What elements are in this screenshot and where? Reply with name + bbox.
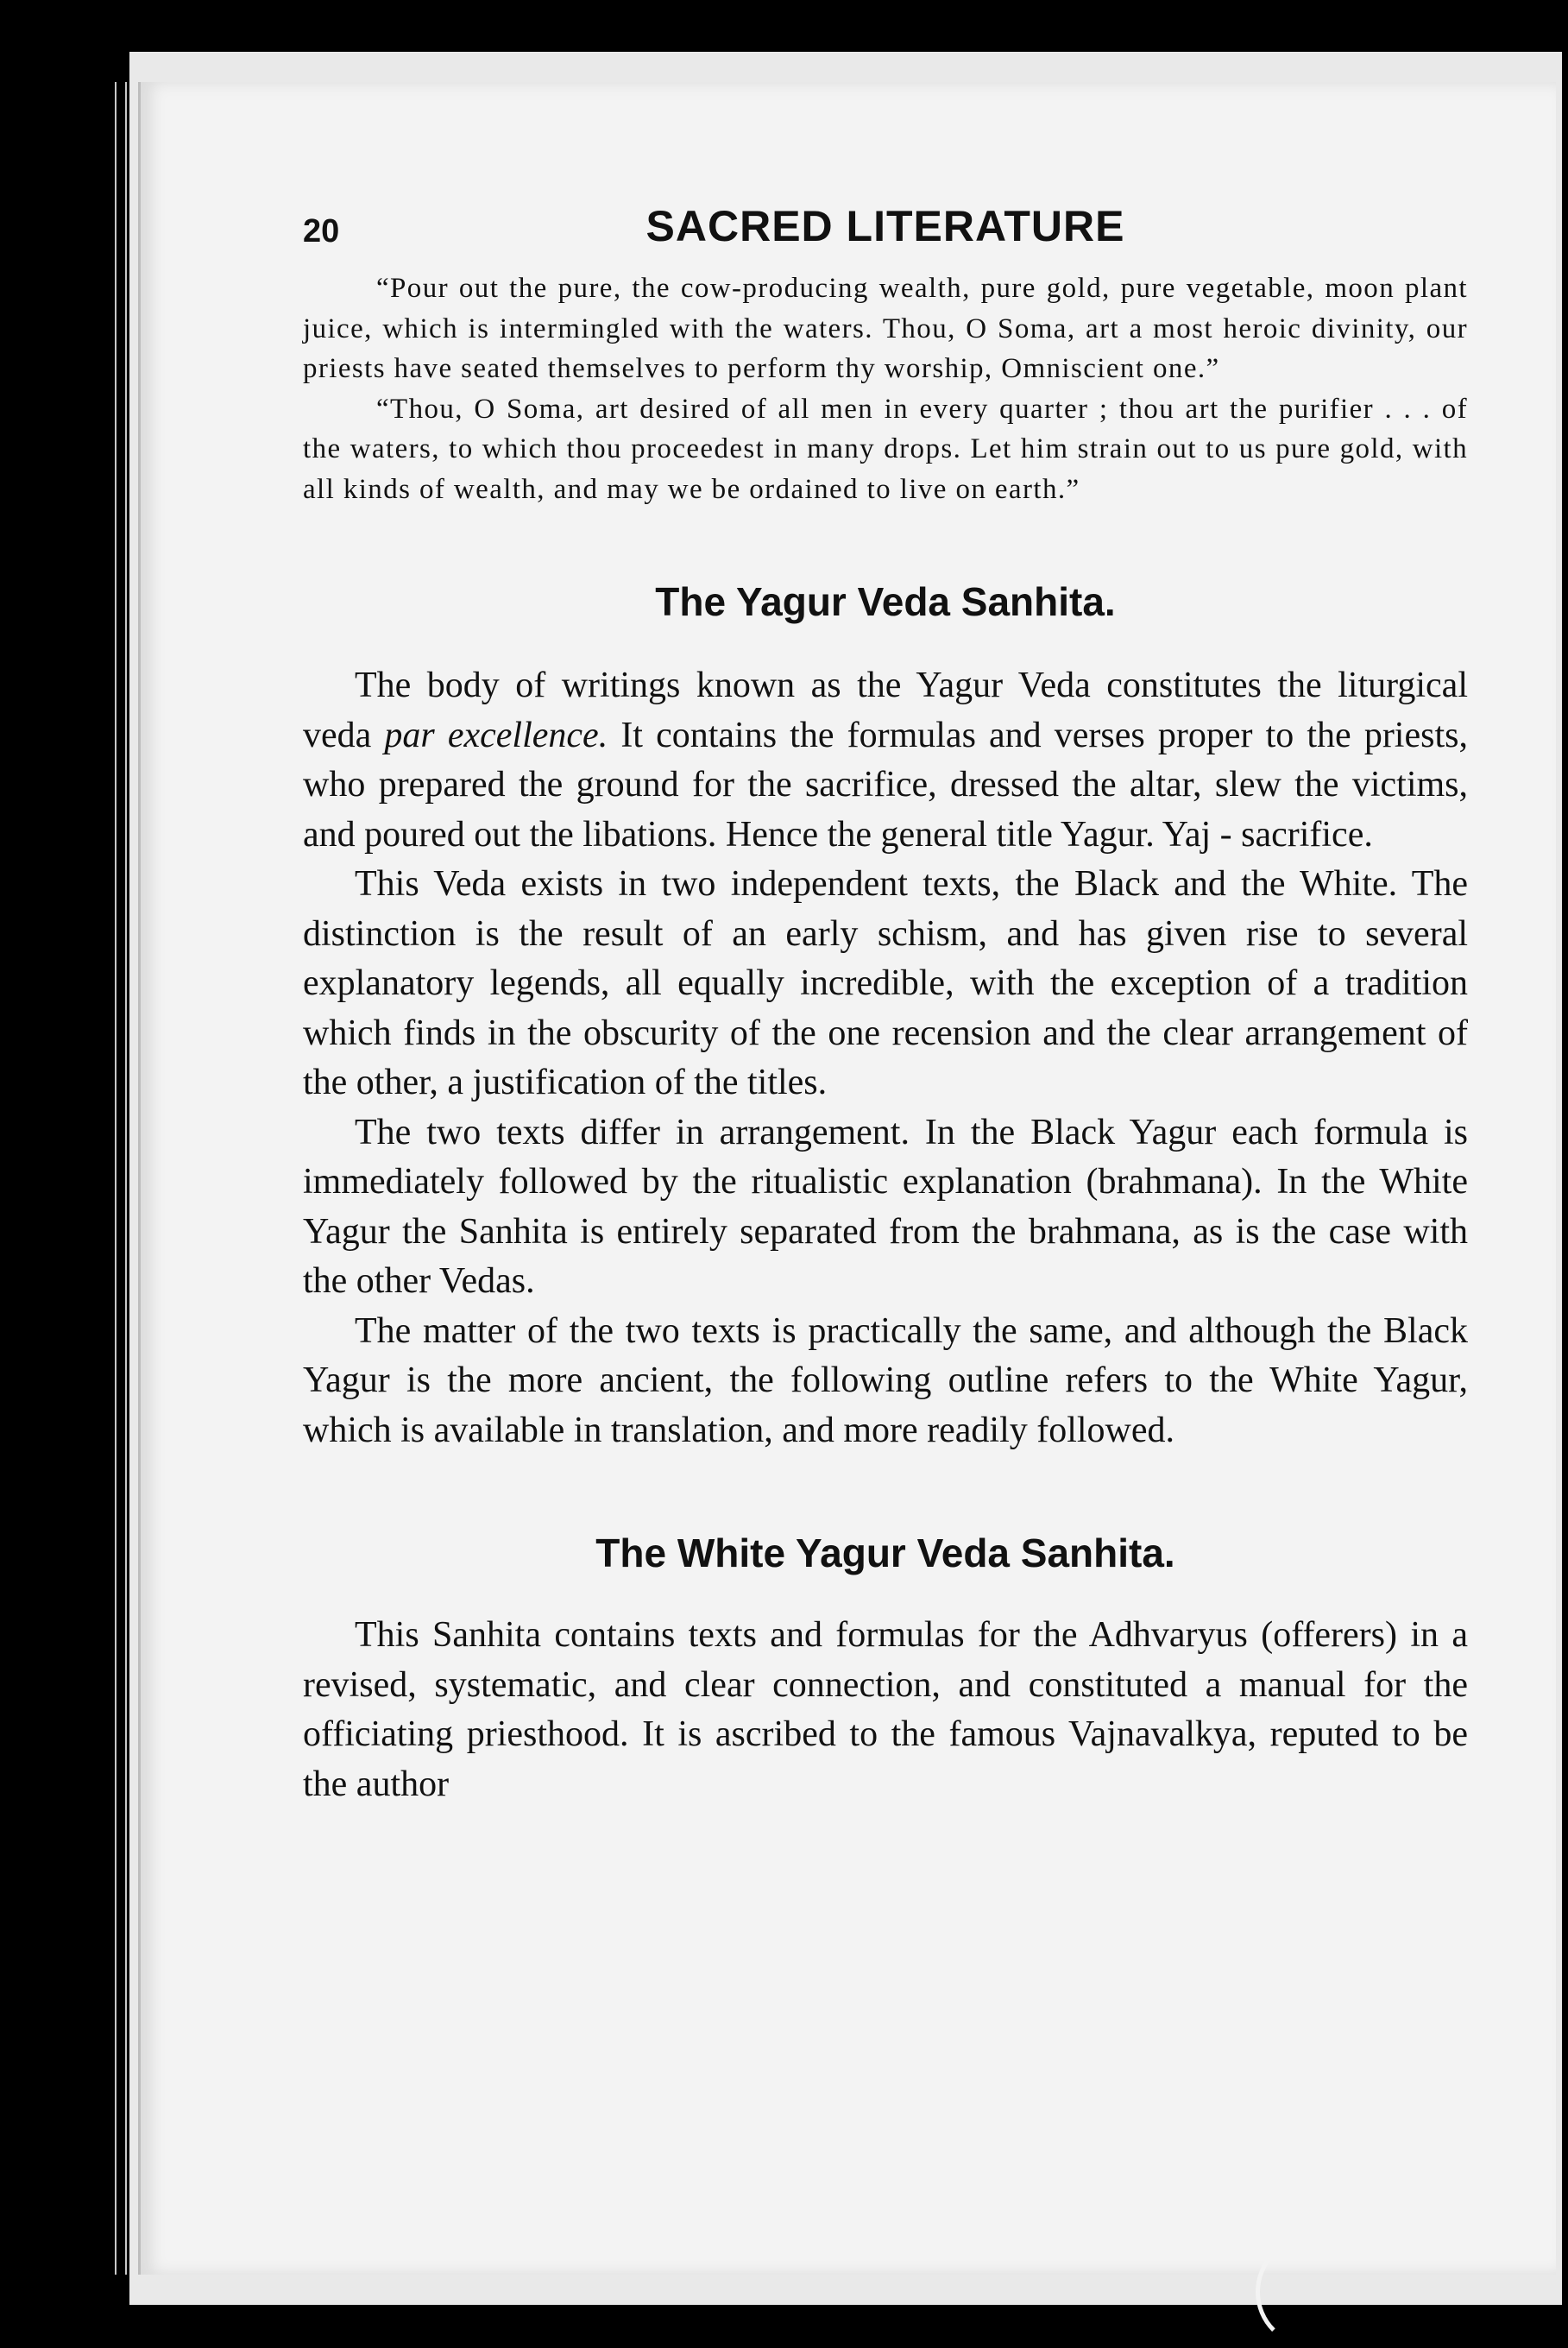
running-title: SACRED LITERATURE — [645, 202, 1125, 250]
page-number: 20 — [303, 213, 340, 249]
page-content — [303, 194, 1468, 1809]
quote-paragraph: “Pour out the pure, the cow-producing wealth, pure gold, pure vegetable, moon plant juice, which is intermingled with the waters. Thou, O Soma, art a most heroic divinity, our priests have seated themselves to perform thy worship, Omniscient one.” — [303, 273, 1468, 384]
running-head — [303, 194, 1468, 263]
body-paragraph: This Veda exists in two independent texts, the Black and the White. The distinction is the result of an early schism, and has given rise to several explanatory legends, all equally incredible, with the exception of a tradition which finds in the obscurity of the one recension and the clear arrangement of the other, a justification of the titles. — [303, 864, 1468, 1102]
page-edge-line — [125, 82, 127, 2275]
book-page — [138, 82, 1556, 2275]
section-heading: The White Yagur Veda Sanhita. — [595, 1531, 1175, 1575]
body-paragraph: This Sanhita contains texts and formulas for the Adhvaryus (offerers) in a revised, systematic, and clear connection, and constituted a manual for the officiating priesthood. It is ascribed to the famous Vajnavalkya, reputed to be the author — [303, 1615, 1468, 1804]
paragraph-text: The body of writings known as the Yagur Veda constitutes the liturgical veda — [303, 666, 1468, 755]
body-paragraph — [303, 661, 1468, 860]
section-heading: The Yagur Veda Sanhita. — [655, 579, 1116, 624]
page-edge-line — [115, 82, 116, 2275]
quote-paragraph: “Thou, O Soma, art desired of all men in every quarter ; thou art the purifier . . . of the waters, to which thou proceedest in many drops. Let him strain out to us pure gold, with all kinds of wealth, and may we be ordained to live on earth.” — [303, 393, 1468, 505]
body-paragraph: The matter of the two texts is practically the same, and although the Black Yagur is the more ancient, the following outline refers to the White Yagur, which is available in translation, and more readily followed. — [303, 1310, 1468, 1450]
paragraph-text: It contains the formulas and verses proper to the priests, who prepared the ground for the sacrifice, dressed the altar, slew the victims, and poured out the libations. Hence the general title Yagur. Yaj - sacrifice. — [303, 715, 1468, 855]
scan-artifact — [1256, 2236, 1368, 2348]
body-paragraph: The two texts differ in arrangement. In the Black Yagur each formula is immediately followed by the ritualistic explanation (brahmana). In the White Yagur the Sanhita is entirely separated from the brahmana, as is the case with the other Vedas. — [303, 1112, 1468, 1301]
quote-block — [303, 268, 1468, 509]
italic-phrase: par excellence. — [384, 715, 608, 755]
